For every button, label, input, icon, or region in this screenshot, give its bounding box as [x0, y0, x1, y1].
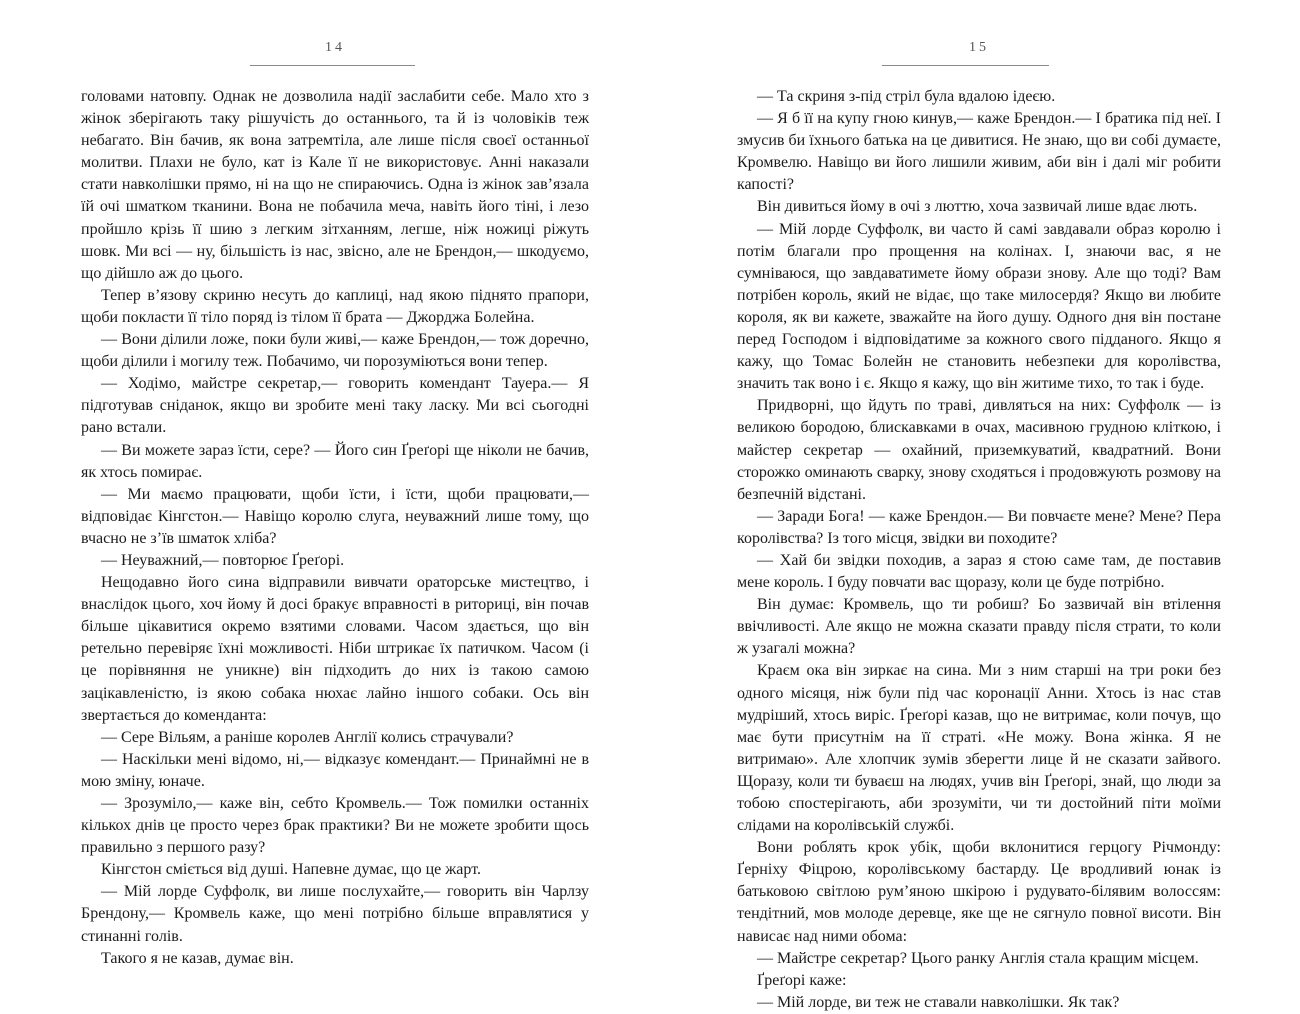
paragraph: — Я б її на купу гною кинув,— каже Брендон.— І братика під неї. І змусив би їхнього батька на це дивитися. Не знаю, що ви собі думаєте, Кромвелю. Навіщо ви його лишили живим, аби він і далі міг робити капості?	[737, 110, 1221, 194]
paragraph: — Неуважний,— повторює Ґреґорі.	[101, 551, 345, 569]
paragraph: Кінгстон сміється від душі. Напевне думає, що це жарт.	[101, 861, 481, 879]
paragraph: — Зрозуміло,— каже він, себто Кромвель.— Тож помилки останніх кількох днів це просто через брак практики? Ви не можете зробити щось правильно з першого разу?	[81, 795, 589, 857]
paragraph: Він дивиться йому в очі з люттю, хоча зазвичай лише вдає лють.	[757, 198, 1198, 216]
paragraph: — Майстре секретар? Цього ранку Англія стала кращим місцем.	[757, 949, 1199, 967]
paragraph: — Сере Вільям, а раніше королев Англії колись страчували?	[101, 728, 514, 746]
paragraph: — Ви можете зараз їсти, сере? — Його син Ґреґорі ще ніколи не бачив, як хтось помирає.	[81, 441, 589, 481]
paragraph: — Ми маємо працювати, щоби їсти, і їсти, щоби працювати,— відповідає Кінгстон.— Навіщо королю слуга, неуважний лише тому, що вчасно не з’їв шматок хліба?	[81, 485, 589, 547]
header-rule-left	[250, 65, 415, 66]
paragraph: головами натовпу. Однак не дозволила надії заслабити себе. Мало хто з жінок зберігають таку рішучість до останнього, та й із чоловіків теж небагато. Він бачив, як вона затремтіла, але лише після своєї останньої молитви. Плахи не було, кат із Кале її не використовує. Анні наказали стати навколішки прямо, ні на що не спираючись. Одна із жінок зав’язала їй очі шматком тканини. Вона не побачила меча, навіть його тіні, і лезо пройшло крізь її шию з легким зітханням, легше, ніж ножиці ріжуть шовк. Ми всі — ну, більшість із нас, звісно, але не Брендон,— шкодуємо, що дійшло аж до цього.	[81, 88, 589, 282]
header-rule-right	[882, 65, 1049, 66]
paragraph: — Мій лорде Суффолк, ви лише послухайте,— говорить він Чарлзу Брендону,— Кромвель каже, що мені потрібно більше вправлятися у стинанні голів.	[81, 883, 589, 945]
paragraph: — Та скриня з-під стріл була вдалою ідеєю.	[757, 88, 1056, 105]
paragraph: — Мій лорде Суффолк, ви часто й самі завдавали образ королю і потім благали про прощення на колінах. І, знаючи вас, я не сумніваюся, що завдаватимете йому образи знову. Але що тоді? Вам потрібен король, який не відає, що таке милосердя? Якщо ви любите короля, як ви кажете, зважайте на його душу. Одного дня він постане перед Господом і відповідатиме за кожного свого підданого. Якщо я кажу, що Томас Болейн не становить небезпеки для королівства, значить так воно і є. Якщо я кажу, що він житиме тихо, то так і буде.	[737, 220, 1221, 393]
paragraph: Ґреґорі каже:	[757, 971, 847, 989]
paragraph: Він думає: Кромвель, що ти робиш? Бо зазвичай він втілення ввічливості. Але якщо не можна сказати правду після страти, то коли ж узагалі можна?	[737, 596, 1221, 658]
right-page-text	[737, 86, 1221, 1014]
page-number-right: 15	[969, 40, 989, 55]
paragraph: Придворні, що йдуть по траві, дивляться на них: Суффолк — із великою бородою, блискавками в очах, масивною грудною кліткою, і майстер секретар — охайний, приземкуватий, квадратний. Вони сторожко оминають сварку, знову сходяться і продовжують розмову на безпечній відстані.	[737, 397, 1221, 503]
paragraph: Тепер в’язову скриню несуть до каплиці, над якою піднято прапори, щоби покласти її тіло поряд із тілом її брата — Джорджа Болейна.	[81, 286, 589, 326]
paragraph: Такого я не казав, думає він.	[101, 949, 294, 967]
paragraph: — Хай би звідки походив, а зараз я стою саме там, де поставив мене король. І буду повчати вас щоразу, коли це буде потрібно.	[737, 551, 1221, 592]
left-page-text	[81, 86, 589, 970]
paragraph: Вони роблять крок убік, щоби вклонитися герцогу Річмонду: Ґерніху Фіцрою, королівському бастарду. Це вродливий юнак із батьковою світлою рум’яною шкірою і рудувато-білявим волоссям: тендітний, мов молоде деревце, яке ще не сягнуло повної висоти. Він нависає над ними обома:	[737, 839, 1221, 945]
page-number-left: 14	[325, 40, 345, 55]
paragraph: — Мій лорде, ви теж не ставали навколішки. Як так?	[757, 993, 1120, 1011]
right-page	[737, 0, 1221, 1011]
paragraph: — Наскільки мені відомо, ні,— відказує комендант.— Принаймні не в мою зміну, юначе.	[81, 750, 589, 790]
paragraph: Краєм ока він зиркає на сина. Ми з ним старші на три роки без одного місяця, ніж були під час коронації Анни. Хтось із нас став мудріший, хтось виріс. Ґреґорі казав, що не витримає, коли почув, що має бути присутнім на її страті. «Не можу. Вона жінка. Я не витримаю». Але хлопчик зумів зберегти лице й не сказати зайвого. Щоразу, коли ти буваєш на людях, учив він Ґреґорі, знай, що люди за тобою спостерігають, аби зрозуміти, чи ти достойний піти моїми слідами на королівській службі.	[737, 662, 1221, 835]
paragraph: — Ходімо, майстре секретар,— говорить комендант Тауера.— Я підготував сніданок, якщо ви зробите мені таку ласку. Ми всі сьогодні рано встали.	[81, 375, 589, 437]
left-page	[81, 0, 589, 1000]
paragraph: — Заради Бога! — каже Брендон.— Ви повчаєте мене? Мене? Пера королівства? Із того місця, звідки ви походите?	[737, 507, 1221, 547]
paragraph: — Вони ділили ложе, поки були живі,— каже Брендон,— тож доречно, щоби ділили і могилу теж. Побачимо, чи порозуміються вони тепер.	[81, 331, 589, 371]
paragraph: Нещодавно його сина відправили вивчати ораторське мистецтво, і внаслідок цього, хоч йому й досі бракує вправності в риториці, він почав більше цікавитися окремо взятими словами. Часом здається, що він ретельно перевіряє їхні можливості. Ніби штрикає їх патичком. Часом (і це порівняння не уникне) він підходить до них із такою самою зацікавленістю, із якою собака нюхає лайно іншого собаки. Ось він звертається до коменданта:	[81, 574, 589, 724]
